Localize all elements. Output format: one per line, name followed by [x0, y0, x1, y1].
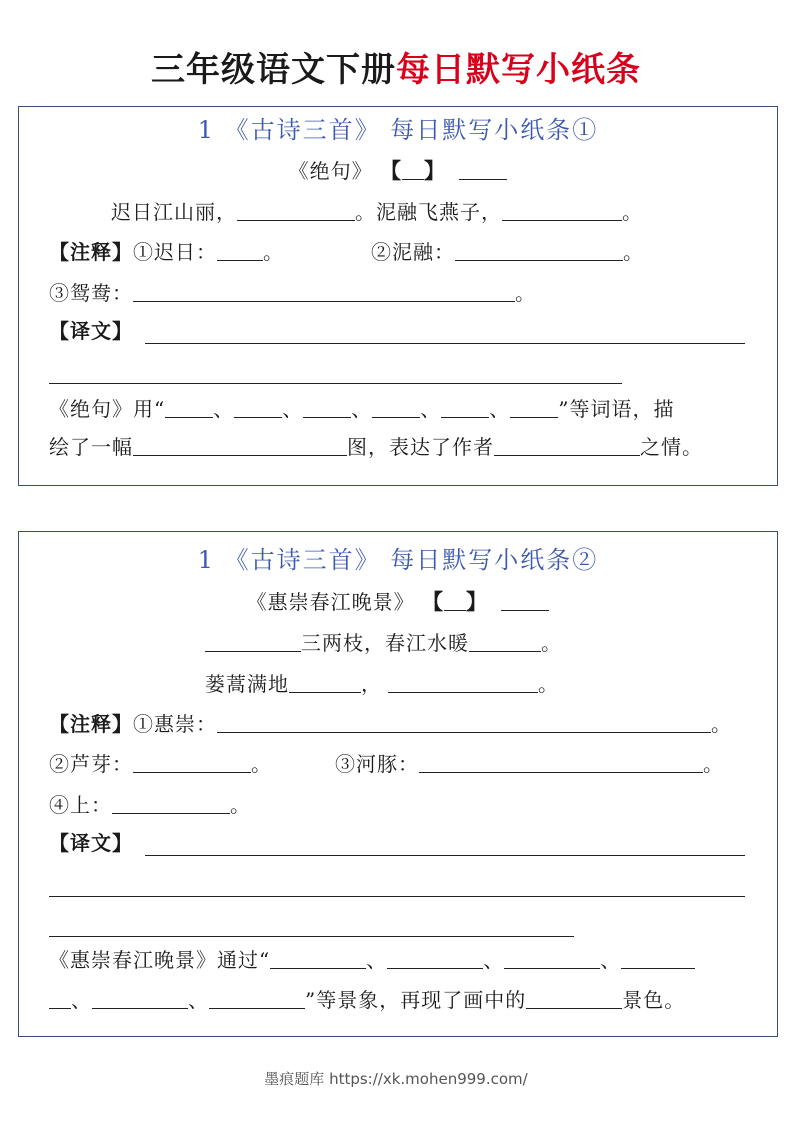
note-blank[interactable]	[217, 238, 263, 261]
page-title-black: 三年级语文下册	[151, 50, 396, 90]
notes-row-1: 【注释】①迟日： 。	[49, 240, 284, 264]
summary-blank[interactable]	[510, 395, 558, 418]
notes-row-1: 【注释】①惠崇： 。	[49, 712, 732, 736]
answer-blank[interactable]	[205, 629, 301, 652]
summary-blank[interactable]	[504, 946, 600, 969]
poem-line-2: 蒌蒿满地 ， 。	[205, 672, 559, 696]
note-blank[interactable]	[133, 279, 515, 302]
poem-line-1: 三两枝，春江水暖 。	[205, 629, 562, 657]
page-title	[0, 46, 792, 94]
card-title: 1 《古诗三首》 每日默写小纸条②	[197, 546, 599, 574]
summary-row-1: 《惠崇春江晚景》通过“ 、 、 、	[49, 946, 695, 974]
summary-blank[interactable]	[133, 433, 347, 456]
dictation-card-2	[18, 531, 778, 1037]
translate-label: 【译文】	[49, 831, 133, 855]
summary-blank[interactable]	[49, 986, 71, 1009]
footer-watermark: 墨痕题库 https://xk.mohen999.com/	[264, 1070, 528, 1088]
note-blank[interactable]	[419, 750, 703, 773]
translate-blank[interactable]	[145, 855, 745, 856]
poem-title: 《惠崇春江晚景》	[246, 590, 415, 614]
summary-blank[interactable]	[494, 433, 640, 456]
summary-row-1: 《绝句》用“ 、 、 、 、 、 ”等词语，描	[49, 397, 675, 421]
notes-row-2: ③鸳鸯： 。	[49, 281, 536, 305]
translate-blank[interactable]	[49, 896, 745, 897]
summary-blank[interactable]	[209, 986, 305, 1009]
summary-blank[interactable]	[303, 395, 351, 418]
poem-title-row	[19, 157, 777, 185]
translate-blank[interactable]	[49, 936, 574, 937]
summary-blank[interactable]	[441, 395, 489, 418]
note-label: 【注释】	[49, 240, 133, 264]
answer-blank[interactable]	[289, 670, 361, 693]
note-blank[interactable]	[217, 710, 711, 733]
translate-blank[interactable]	[49, 383, 622, 384]
poem-line-1: 迟日江山丽， 。泥融飞燕子， 。	[111, 200, 643, 224]
dictation-card-1	[18, 106, 778, 486]
translate-label: 【译文】	[49, 319, 133, 343]
page-title-red: 每日默写小纸条	[396, 50, 641, 90]
notes-row-2: ②芦芽： 。	[49, 752, 272, 776]
summary-blank[interactable]	[165, 395, 213, 418]
answer-blank[interactable]	[388, 670, 538, 693]
answer-blank[interactable]	[469, 629, 541, 652]
answer-blank[interactable]	[237, 198, 355, 221]
answer-blank[interactable]	[502, 198, 622, 221]
card-title: 1 《古诗三首》 每日默写小纸条①	[197, 116, 599, 144]
summary-blank[interactable]	[270, 946, 366, 969]
poem-title: 《绝句》	[288, 159, 373, 183]
author-blank[interactable]	[459, 157, 507, 180]
note-blank[interactable]	[112, 791, 230, 814]
notes-row-3: ④上： 。	[49, 793, 251, 817]
summary-blank[interactable]	[621, 946, 695, 969]
poem-title-row	[19, 588, 777, 616]
summary-blank[interactable]	[387, 946, 483, 969]
summary-row-2: 、 、 ”等景象，再现了画中的 景色。	[49, 986, 685, 1014]
author-box[interactable]: 【 】	[380, 158, 446, 183]
notes-row-2b: ③河豚： 。	[335, 752, 724, 776]
summary-blank[interactable]	[372, 395, 420, 418]
author-box[interactable]: 【 】	[422, 589, 488, 614]
author-blank[interactable]	[501, 588, 549, 611]
summary-blank[interactable]	[234, 395, 282, 418]
notes-row-1b: ②泥融： 。	[371, 240, 644, 264]
note-blank[interactable]	[133, 750, 251, 773]
note-label: 【注释】	[49, 712, 133, 736]
summary-blank[interactable]	[526, 986, 622, 1009]
summary-row-2: 绘了一幅 图，表达了作者 之情。	[49, 435, 703, 459]
note-blank[interactable]	[455, 238, 623, 261]
translate-blank[interactable]	[145, 343, 745, 344]
summary-blank[interactable]	[92, 986, 188, 1009]
